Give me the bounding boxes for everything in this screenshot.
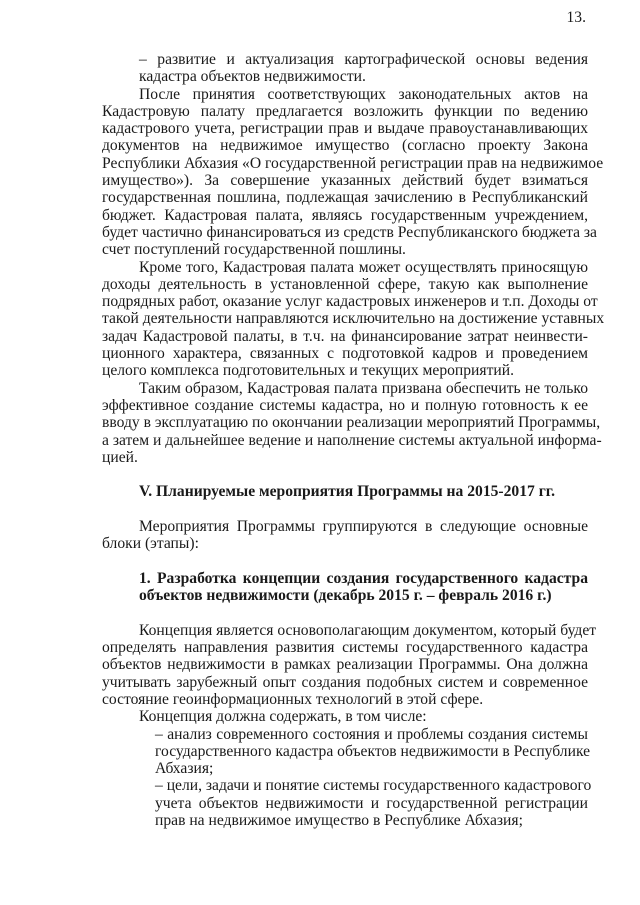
section-heading: V. Планируемые мероприятия Программы на 2015-2017 гг. [139, 483, 555, 501]
text-line: Абхазия; [155, 760, 214, 778]
text-line: Кроме того, Кадастровая палата может осуществлять приносящую [139, 258, 588, 276]
text-line: эффективное создание системы кадастра, но и полную готовность к ее [102, 396, 588, 414]
text-line: бюджет. Кадастровая палата, являясь государственным учреждением, [102, 206, 588, 224]
page-number: 13. [566, 9, 586, 26]
text-line: состояние геоинформационных технологий в этой сфере. [102, 690, 484, 708]
text-line: имущество»). За совершение указанных действий будет взиматься [102, 172, 588, 190]
paragraph-5 [102, 621, 597, 708]
text-line: вводу в эксплуатацию по окончании реализации мероприятий Программы, [102, 414, 601, 432]
text-line: доходы деятельность в установленной сфере, такую как выполнение [102, 275, 588, 293]
text-line: кадастрового учета, регистрации прав и выдаче правоустанавливающих [102, 120, 588, 138]
text-line: учитывать зарубежный опыт создания подобных систем и современное [102, 673, 588, 691]
paragraph-1 [102, 85, 604, 259]
text-line: цией. [102, 448, 138, 466]
text-line: объектов недвижимости (декабрь 2015 г. – февраль 2016 г.) [139, 587, 552, 605]
list-item [155, 777, 592, 830]
text-line: Республики Абхазия «О государственной регистрации прав на недвижимое [102, 154, 604, 172]
text-line: государственная пошлина, подлежащая зачислению в Республиканский [102, 189, 588, 207]
text-line: документов на недвижимое имущество (согласно проекту Закона [102, 137, 588, 155]
text-line: задач Кадастровой палаты, в т.ч. на финансирование затрат неинвести- [102, 327, 588, 345]
document-body [102, 51, 605, 830]
text-line: Концепция является основополагающим документом, который будет [139, 621, 597, 639]
text-line: такой деятельности направляются исключительно на достижение уставных [102, 310, 605, 328]
text-line: объектов недвижимости в рамках реализации Программы. Она должна [102, 656, 588, 674]
text-line: блоки (этапы): [102, 535, 199, 553]
text-line: прав на недвижимое имущество в Республике Абхазия; [155, 812, 523, 830]
paragraph-3 [102, 379, 602, 466]
text-line: Таким образом, Кадастровая палата призвана обеспечить не только [139, 379, 588, 397]
paragraph-2 [102, 258, 605, 380]
subsection-heading [102, 570, 588, 605]
text-line: определять направления развития системы государственного кадастра [102, 639, 588, 657]
text-line: счет поступлений государственной пошлины. [102, 241, 406, 259]
text-line: – цели, задачи и понятие системы государственного кадастрового [155, 777, 592, 795]
text-line: – развитие и актуализация картографической основы ведения [139, 51, 588, 68]
list-item [155, 725, 591, 778]
text-line: – анализ современного состояния и проблемы создания системы [155, 725, 588, 743]
text-line: а затем и дальнейшее ведение и наполнение системы актуальной информа- [102, 431, 602, 449]
text-line: кадастра объектов недвижимости. [139, 68, 366, 86]
intro-list-item [102, 51, 588, 86]
text-line: будет частично финансироваться из средств Республиканского бюджета за [102, 223, 597, 241]
paragraph-4 [102, 518, 588, 553]
paragraph-6: Концепция должна содержать, в том числе: [139, 708, 427, 726]
text-line: государственного кадастра объектов недвижимости в Республике [155, 742, 591, 760]
text-line: Мероприятия Программы группируются в следующие основные [139, 518, 588, 536]
text-line: подрядных работ, оказание услуг кадастровых инженеров и т.п. Доходы от [102, 293, 598, 311]
text-line: После принятия соответствующих законодательных актов на [139, 85, 588, 103]
text-line: Кадастровую палату предлагается возложить функции по ведению [102, 102, 588, 120]
concept-list [102, 725, 592, 830]
text-line: учета объектов недвижимости и государственной регистрации [155, 794, 588, 812]
text-line: 1. Разработка концепции создания государственного кадастра [139, 569, 588, 587]
text-line: ционного характера, связанных с подготовкой кадров и проведением [102, 345, 588, 363]
text-line: целого комплекса подготовительных и текущих мероприятий. [102, 362, 514, 380]
